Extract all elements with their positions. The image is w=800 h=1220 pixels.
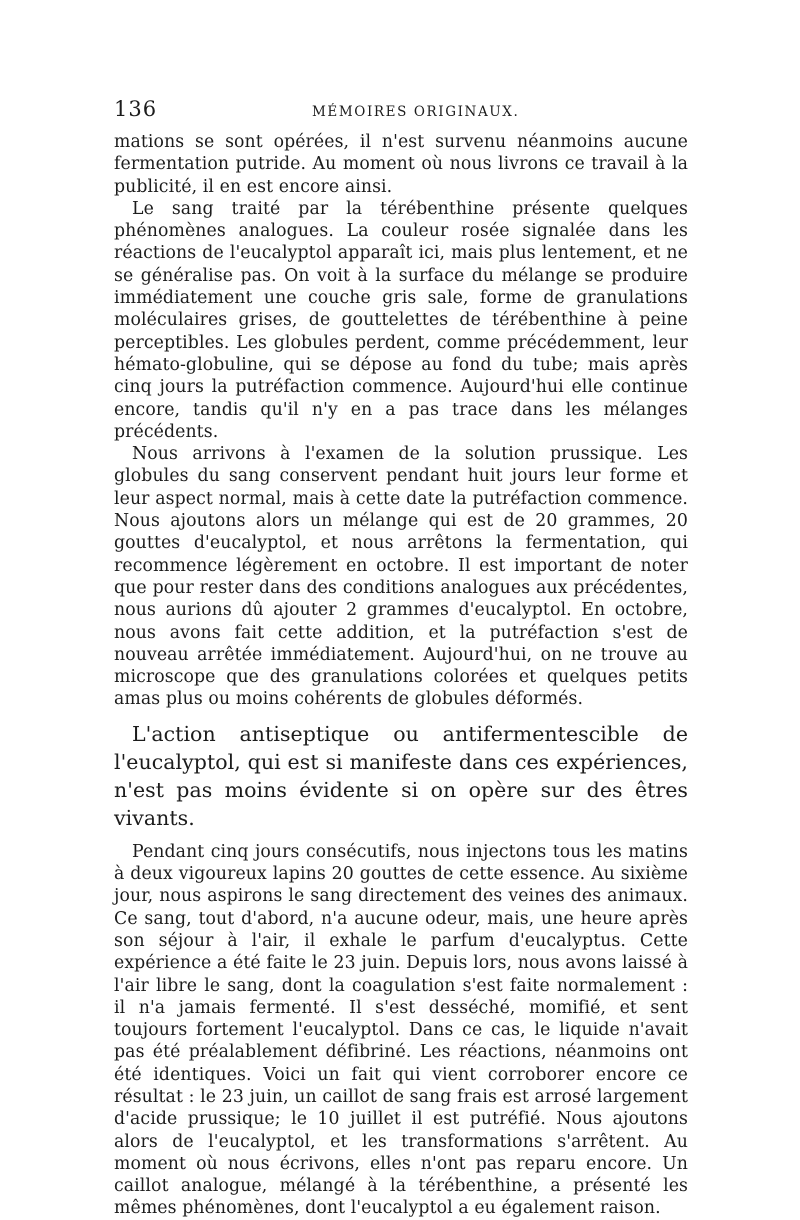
paragraph-experience-lapins: Pendant cinq jours consécutifs, nous injectons tous les matins à deux vigoureux lapins 20 gouttes de cette essence. Au sixième jour, nous aspirons le sang directement des veines des animaux. Ce sang, tout d'abord, n'a aucune odeur, mais, une heure après son séjour à l'air, il exhale le parfum d'eucalyptus. Cette expérience a été faite le 23 juin. Depuis lors, nous avons laissé à l'air libre le sang, dont la coagulation s'est faite normalement : il n'a jamais fermenté. Il s'est desséché, momifié, et sent toujours fortement l'eucalyptol. Dans ce cas, le liquide n'avait pas été préalablement défibriné. Les réactions, néanmoins ont été identiques. Voici un fait qui vient corroborer encore ce résultat : le 23 juin, un caillot de sang frais est arrosé largement d'acide prussique; le 10 juillet il est putréfié. Nous ajoutons alors de l'eucalyptol, et les transformations s'arrêtent. Au moment où nous écrivons, elles n'ont pas reparu encore. Un caillot analogue, mélangé à la térébenthine, a présenté les mêmes phénomènes, dont l'eucalyptol a eu également raison. — [114, 841, 688, 1219]
page-number: 136 — [114, 97, 158, 121]
paragraph-solution-prussique: Nous arrivons à l'examen de la solution prussique. Les globules du sang conservent pendant huit jours leur forme et leur aspect normal, mais à cette date la putréfaction commence. Nous ajoutons alors un mélange qui est de 20 grammes, 20 gouttes d'eucalyptol, et nous arrêtons la fermentation, qui recommence légèrement en octobre. Il est important de noter que pour rester dans des conditions analogues aux précédentes, nous aurions dû ajouter 2 grammes d'eucalyptol. En octobre, nous avons fait cette addition, et la putréfaction s'est de nouveau arrêtée immédiatement. Aujourd'hui, on ne trouve au microscope que des granulations colorées et quelques petits amas plus ou moins cohérents de globules déformés. — [114, 444, 688, 710]
paragraph-terebenthine: Le sang traité par la térébenthine présente quelques phénomènes analogues. La couleur rosée signalée dans les réactions de l'eucalyptol apparaît ici, mais plus lentement, et ne se généralise pas. On voit à la surface du mélange se produire immédiatement une couche gris sale, forme de granulations moléculaires grises, de gouttelettes de térébenthine à peine perceptibles. Les globules perdent, comme précédemment, leur hémato-globuline, qui se dépose au fond du tube; mais après cinq jours la putréfaction commence. Aujourd'hui elle continue encore, tandis qu'il n'y en a pas trace dans les mélanges précédents. — [114, 198, 688, 442]
running-head — [114, 97, 688, 131]
paragraph-lead-statement: L'action antiseptique ou antifermentescible de l'eucalyptol, qui est si manifeste dans ces expériences, n'est pas moins évidente si on opère sur des êtres vivants. — [114, 721, 688, 830]
paragraph-continuation: mations se sont opérées, il n'est survenu néanmoins aucune fermentation putride. Au moment où nous livrons ce travail à la publicité, il en est encore ainsi. — [114, 132, 688, 197]
running-title: MÉMOIRES ORIGINAUX. — [312, 104, 520, 120]
